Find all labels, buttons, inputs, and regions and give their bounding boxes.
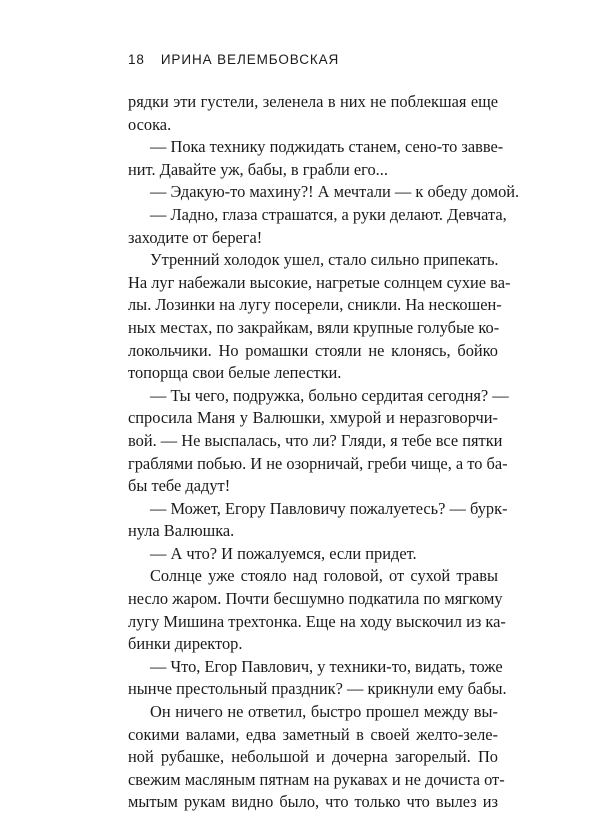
running-head <box>128 52 339 67</box>
text-line: локольчики. Но ромашки стояли не клонясь, бойко <box>128 340 498 360</box>
body-text <box>128 91 520 814</box>
text-line: несло жаром. Почти бесшумно подкатила по мягкому <box>128 589 503 609</box>
text-line: нула Валюшка. <box>128 521 235 541</box>
text-line: спросила Маня у Валюшки, хмурой и неразговорчи- <box>128 408 498 428</box>
text-line: граблями побью. И не озорничай, греби чище, а то ба- <box>128 453 508 473</box>
text-line: лы. Лозинки на лугу посерели, сникли. На нескошен- <box>128 295 502 315</box>
text-line: свежим масляным пятнам на рукавах и не дочиста от- <box>128 769 505 789</box>
text-line: бинки директор. <box>128 634 243 654</box>
text-line: Утренний холодок ушел, стало сильно припекать. <box>150 250 499 270</box>
text-line: Он ничего не ответил, быстро прошел между вы- <box>150 702 498 722</box>
text-line: ных местах, по закрайкам, вяли крупные голубые ко- <box>128 317 500 337</box>
text-line: Солнце уже стояло над головой, от сухой травы <box>150 566 498 586</box>
text-line: заходите от берега! <box>128 227 263 247</box>
author-name: ИРИНА ВЕЛЕМБОВСКАЯ <box>160 52 340 67</box>
text-line: — Эдакую-то махину?! А мечтали — к обеду домой. <box>150 182 520 202</box>
text-line: лугу Мишина трехтонка. Еще на ходу выскочил из ка- <box>128 611 506 631</box>
text-line: нынче престольный праздник? — крикнули ему бабы. <box>128 679 507 699</box>
text-line: — Ладно, глаза страшатся, а руки делают. Девчата, <box>150 204 507 224</box>
page-number: 18 <box>128 52 145 67</box>
text-line: вой. — Не выспалась, что ли? Гляди, я тебе все пятки <box>128 430 503 450</box>
text-line: — Что, Егор Павлович, у техники-то, видать, тоже <box>150 656 503 676</box>
text-line: — А что? И пожалуемся, если придет. <box>150 543 417 563</box>
text-line: нит. Давайте уж, бабы, в грабли его... <box>128 159 388 179</box>
text-line: — Ты чего, подружка, больно сердитая сегодня? — <box>150 385 509 405</box>
text-line: ной рубашке, небольшой и дочерна загорелый. По <box>128 747 498 767</box>
text-line: На луг набежали высокие, нагретые солнцем сухие ва- <box>128 272 511 292</box>
text-line: осока. <box>128 114 172 134</box>
text-line: бы тебе дадут! <box>128 476 231 496</box>
text-line: сокими валами, едва заметный в своей желто-зеле- <box>128 724 498 744</box>
text-line: — Пока технику поджидать станем, сено-то завве- <box>150 137 504 157</box>
text-line: топорща свои белые лепестки. <box>128 363 342 383</box>
text-line: — Может, Егору Павловичу пожалуетесь? — бурк- <box>150 498 508 518</box>
text-line: мытым рукам видно было, что только что вылез из <box>128 792 498 812</box>
text-line: рядки эти густели, зеленела в них не поблекшая еще <box>128 92 498 111</box>
